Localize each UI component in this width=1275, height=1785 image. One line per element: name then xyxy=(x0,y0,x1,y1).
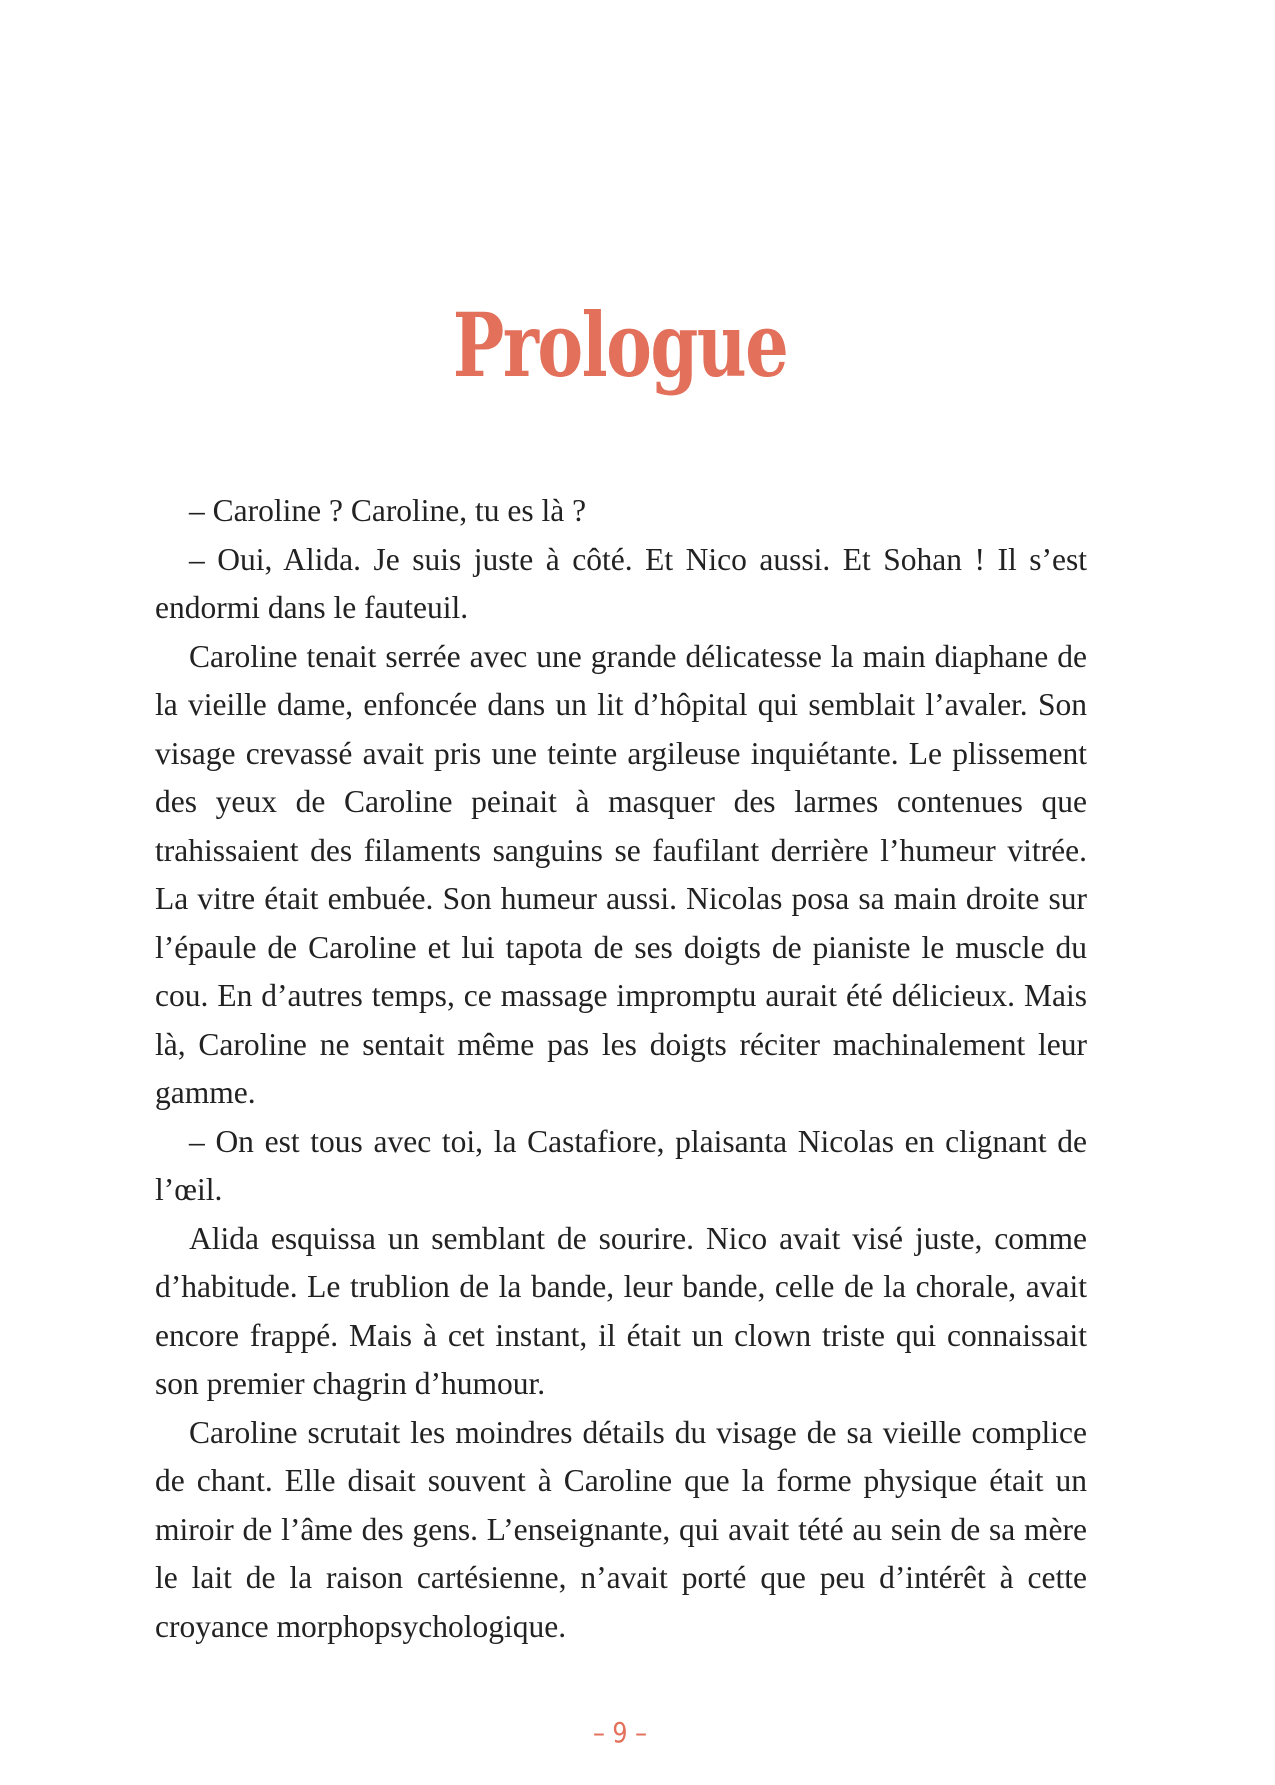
paragraph: – On est tous avec toi, la Castafiore, plaisanta Nicolas en clignant de l’œil. xyxy=(155,1123,1087,1207)
chapter-title: Prologue xyxy=(452,292,788,397)
paragraph: Alida esquissa un semblant de sourire. Nico avait visé juste, comme d’habitude. Le trublion de la bande, leur bande, celle de la chorale, avait encore frappé. Mais à cet instant, il était un clown triste qui connaissait son premier chagrin d’humour. xyxy=(155,1220,1087,1401)
page-number: – 9 – xyxy=(592,1716,648,1749)
paragraph: – Caroline ? Caroline, tu es là ? xyxy=(189,493,587,528)
body-text xyxy=(155,487,1087,1651)
paragraph: Caroline tenait serrée avec une grande délicatesse la main diaphane de la vieille dame, enfoncée dans un lit d’hôpital qui semblait l’avaler. Son visage crevassé avait pris une teinte argileuse inquiétante. Le plissement des yeux de Caroline peinait à masquer des larmes contenues que trahissaient des filaments sanguins se faufilant derrière l’humeur vitrée. La vitre était embuée. Son humeur aussi. Nicolas posa sa main droite sur l’épaule de Caroline et lui tapota de ses doigts de pianiste le muscle du cou. En d’autres temps, ce massage impromptu aurait été délicieux. Mais là, Caroline ne sentait même pas les doigts réciter machinalement leur gamme. xyxy=(155,638,1087,1110)
paragraph: Caroline scrutait les moindres détails du visage de sa vieille complice de chant. Elle disait souvent à Caroline que la forme physique était un miroir de l’âme des gens. L’enseignante, qui avait tété au sein de sa mère le lait de la raison cartésienne, n’avait porté que peu d’intérêt à cette croyance morphopsychologique. xyxy=(155,1414,1087,1644)
paragraph: – Oui, Alida. Je suis juste à côté. Et Nico aussi. Et Sohan ! Il s’est endormi dans le fauteuil. xyxy=(155,541,1087,625)
